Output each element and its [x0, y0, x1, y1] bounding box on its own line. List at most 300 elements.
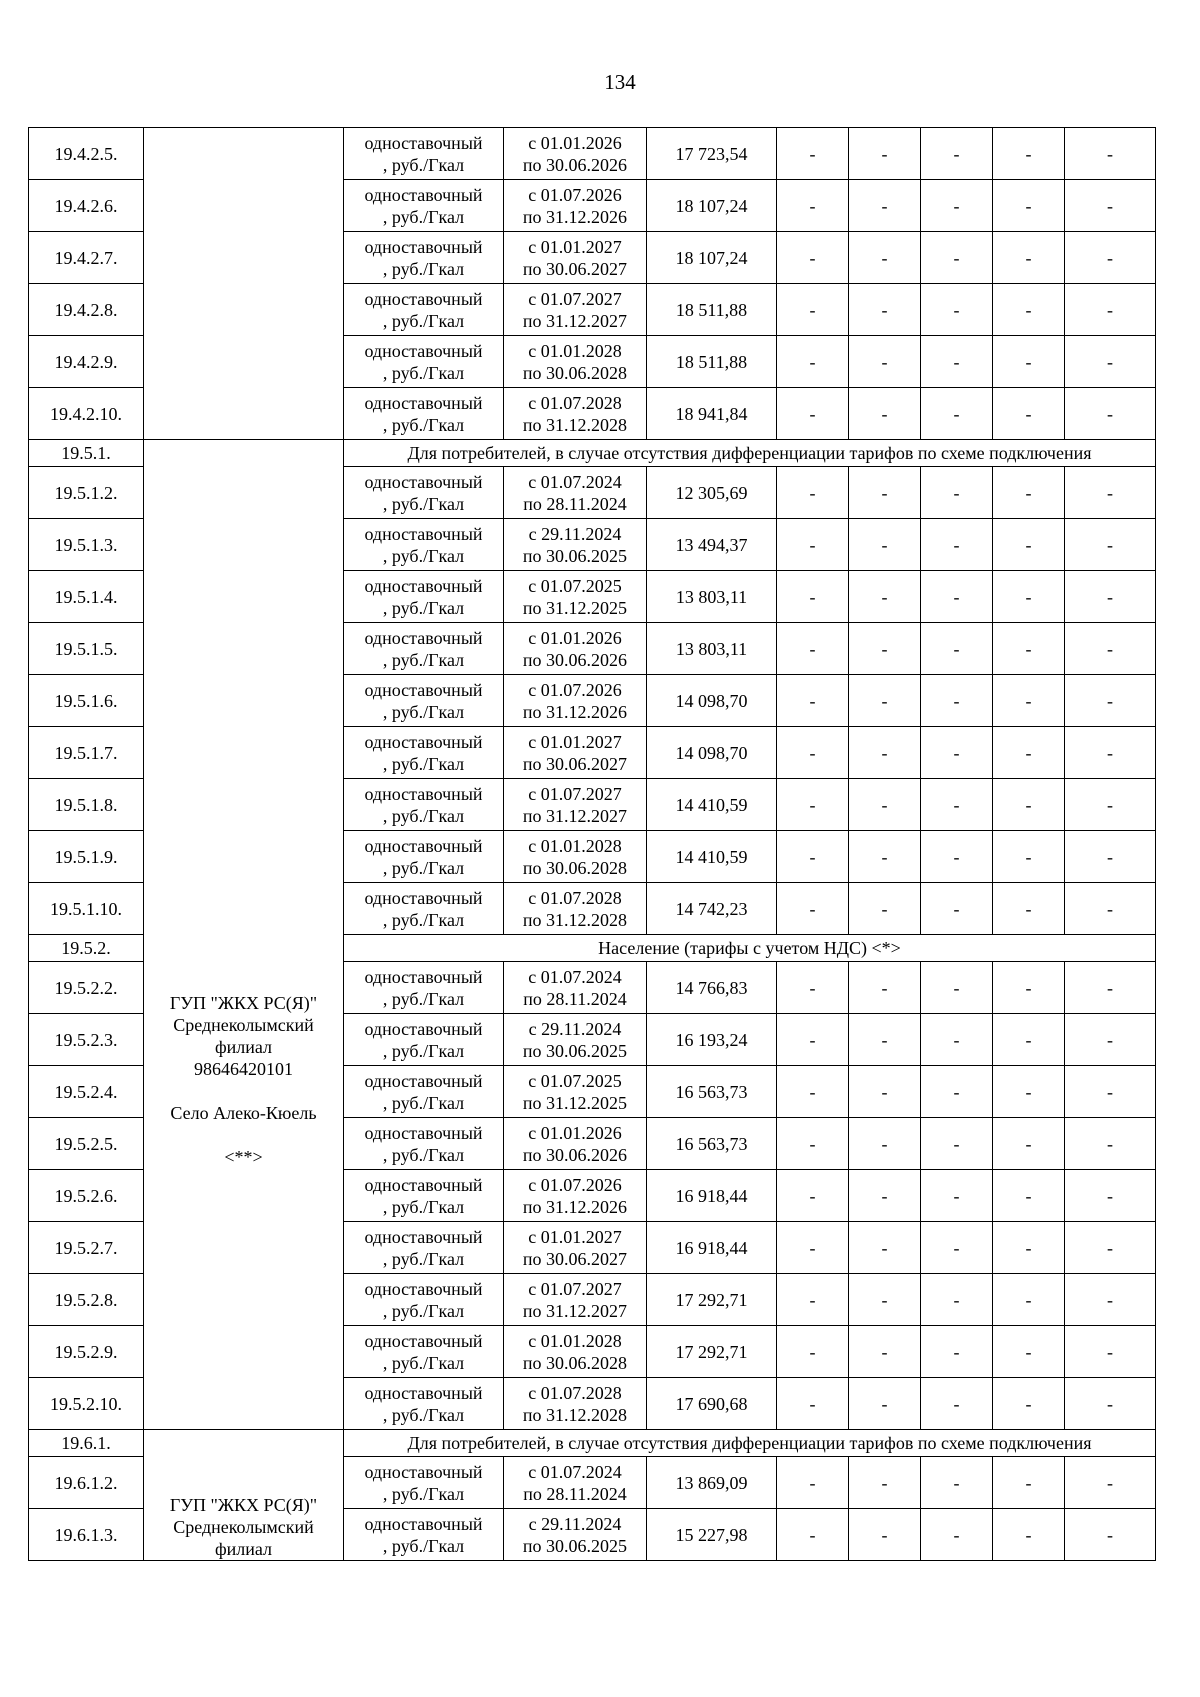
dash-cell: -	[921, 571, 993, 623]
dash-cell: -	[777, 675, 849, 727]
dash-cell: -	[849, 180, 921, 232]
tariff-value-cell: 18 511,88	[647, 336, 777, 388]
tariff-value-cell: 17 723,54	[647, 128, 777, 180]
row-number-cell: 19.4.2.5.	[29, 128, 144, 180]
tariff-value-cell: 14 098,70	[647, 675, 777, 727]
table-row	[29, 128, 1156, 180]
period-line: с 01.07.2026	[528, 184, 622, 205]
tariff-type-cell	[344, 128, 504, 180]
period-cell	[504, 779, 647, 831]
dash-cell: -	[993, 1014, 1065, 1066]
dash-cell: -	[1065, 336, 1156, 388]
dash-cell: -	[921, 336, 993, 388]
dash-cell: -	[993, 1326, 1065, 1378]
tariff-type-line: одноставочный	[364, 184, 483, 205]
period-line: с 01.01.2026	[528, 132, 622, 153]
period-line: с 01.01.2026	[528, 627, 622, 648]
tariff-value-cell: 13 803,11	[647, 571, 777, 623]
tariff-type-line: , руб./Гкал	[382, 1404, 465, 1425]
tariff-type-line: , руб./Гкал	[382, 414, 465, 435]
tariff-value-cell: 18 107,24	[647, 232, 777, 284]
dash-cell: -	[849, 1014, 921, 1066]
tariff-type-cell	[344, 180, 504, 232]
tariff-value-cell: 14 098,70	[647, 727, 777, 779]
tariff-type-line: одноставочный	[364, 679, 483, 700]
dash-cell: -	[849, 467, 921, 519]
row-number-cell: 19.4.2.7.	[29, 232, 144, 284]
dash-cell: -	[777, 571, 849, 623]
dash-cell: -	[777, 284, 849, 336]
period-cell	[504, 1118, 647, 1170]
tariff-type-line: одноставочный	[364, 627, 483, 648]
tariff-type-line: , руб./Гкал	[382, 1092, 465, 1113]
dash-cell: -	[777, 467, 849, 519]
dash-cell: -	[921, 128, 993, 180]
organization-line: филиал	[214, 1036, 273, 1057]
tariff-type-line: одноставочный	[364, 1461, 483, 1482]
period-cell	[504, 1014, 647, 1066]
tariff-type-line: , руб./Гкал	[382, 857, 465, 878]
period-cell	[504, 1509, 647, 1561]
tariff-type-cell	[344, 519, 504, 571]
tariff-value-cell: 12 305,69	[647, 467, 777, 519]
period-cell	[504, 1170, 647, 1222]
tariff-type-line: , руб./Гкал	[382, 362, 465, 383]
row-number-cell: 19.6.1.	[29, 1430, 144, 1457]
tariff-value-cell: 13 803,11	[647, 623, 777, 675]
tariff-type-line: , руб./Гкал	[382, 1352, 465, 1373]
dash-cell: -	[993, 336, 1065, 388]
period-cell	[504, 232, 647, 284]
tariff-type-cell	[344, 1274, 504, 1326]
dash-cell: -	[849, 727, 921, 779]
row-number-cell: 19.5.1.8.	[29, 779, 144, 831]
row-number-cell: 19.5.1.4.	[29, 571, 144, 623]
row-number-cell: 19.5.1.3.	[29, 519, 144, 571]
tariff-type-cell	[344, 1118, 504, 1170]
dash-cell: -	[921, 831, 993, 883]
period-line: с 01.07.2027	[528, 1278, 622, 1299]
dash-cell: -	[1065, 467, 1156, 519]
dash-cell: -	[777, 962, 849, 1014]
tariff-type-cell	[344, 336, 504, 388]
tariff-type-line: , руб./Гкал	[382, 206, 465, 227]
period-line: с 01.01.2026	[528, 1122, 622, 1143]
dash-cell: -	[993, 1118, 1065, 1170]
tariff-value-cell: 18 511,88	[647, 284, 777, 336]
dash-cell: -	[993, 1170, 1065, 1222]
tariff-type-line: одноставочный	[364, 471, 483, 492]
dash-cell: -	[1065, 1326, 1156, 1378]
dash-cell: -	[921, 675, 993, 727]
dash-cell: -	[1065, 388, 1156, 440]
dash-cell: -	[993, 1509, 1065, 1561]
dash-cell: -	[849, 1222, 921, 1274]
tariff-type-line: одноставочный	[364, 288, 483, 309]
period-cell	[504, 1326, 647, 1378]
tariff-type-line: одноставочный	[364, 1174, 483, 1195]
period-line: с 01.07.2027	[528, 783, 622, 804]
tariff-type-line: одноставочный	[364, 1122, 483, 1143]
page-number: 134	[604, 70, 636, 94]
organization-cell	[144, 1430, 344, 1561]
period-line: по 30.06.2027	[522, 753, 628, 774]
dash-cell: -	[1065, 1014, 1156, 1066]
dash-cell: -	[993, 883, 1065, 935]
dash-cell: -	[993, 962, 1065, 1014]
period-line: с 01.01.2028	[528, 835, 622, 856]
tariff-type-cell	[344, 727, 504, 779]
tariff-type-line: одноставочный	[364, 392, 483, 413]
dash-cell: -	[1065, 1118, 1156, 1170]
dash-cell: -	[849, 1378, 921, 1430]
dash-cell: -	[849, 1118, 921, 1170]
tariff-type-line: одноставочный	[364, 1513, 483, 1534]
dash-cell: -	[777, 727, 849, 779]
tariff-value-cell: 14 766,83	[647, 962, 777, 1014]
row-number-cell: 19.5.1.9.	[29, 831, 144, 883]
dash-cell: -	[849, 1274, 921, 1326]
organization-line: 98646420101	[194, 1058, 293, 1079]
tariff-value-cell: 18 107,24	[647, 180, 777, 232]
dash-cell: -	[849, 284, 921, 336]
dash-cell: -	[1065, 1274, 1156, 1326]
dash-cell: -	[849, 623, 921, 675]
tariff-type-line: одноставочный	[364, 236, 483, 257]
tariff-value-cell: 14 410,59	[647, 831, 777, 883]
dash-cell: -	[849, 1509, 921, 1561]
period-cell	[504, 571, 647, 623]
period-cell	[504, 831, 647, 883]
tariff-type-line: , руб./Гкал	[382, 1040, 465, 1061]
tariff-type-line: , руб./Гкал	[382, 988, 465, 1009]
row-number-cell: 19.5.1.	[29, 440, 144, 467]
period-line: с 01.07.2026	[528, 1174, 622, 1195]
period-cell	[504, 519, 647, 571]
dash-cell: -	[1065, 1222, 1156, 1274]
dash-cell: -	[849, 128, 921, 180]
section-header-row	[29, 1430, 1156, 1457]
row-number-cell: 19.4.2.9.	[29, 336, 144, 388]
tariff-type-cell	[344, 284, 504, 336]
dash-cell: -	[993, 180, 1065, 232]
row-number-cell: 19.5.2.8.	[29, 1274, 144, 1326]
dash-cell: -	[993, 1457, 1065, 1509]
period-line: по 31.12.2026	[522, 206, 628, 227]
tariff-type-line: , руб./Гкал	[382, 753, 465, 774]
tariff-type-cell	[344, 1014, 504, 1066]
dash-cell: -	[1065, 128, 1156, 180]
organization-line: ГУП "ЖКХ РС(Я)"	[169, 1495, 318, 1515]
period-line: с 01.07.2024	[528, 471, 622, 492]
period-line: по 30.06.2025	[522, 1040, 628, 1061]
tariff-type-line: , руб./Гкал	[382, 701, 465, 722]
tariff-type-cell	[344, 675, 504, 727]
tariff-type-cell	[344, 232, 504, 284]
row-number-cell: 19.6.1.3.	[29, 1509, 144, 1561]
tariff-type-line: одноставочный	[364, 887, 483, 908]
dash-cell: -	[849, 571, 921, 623]
period-line: по 28.11.2024	[523, 988, 627, 1009]
tariff-type-line: одноставочный	[364, 523, 483, 544]
period-cell	[504, 727, 647, 779]
organization-line: Среднеколымский	[173, 1517, 314, 1537]
organization-line: Среднеколымский	[173, 1014, 314, 1035]
dash-cell: -	[849, 232, 921, 284]
tariff-type-line: , руб./Гкал	[382, 649, 465, 670]
tariff-type-line: , руб./Гкал	[382, 1144, 465, 1165]
dash-cell: -	[849, 519, 921, 571]
tariff-type-line: , руб./Гкал	[382, 258, 465, 279]
dash-cell: -	[993, 388, 1065, 440]
period-line: с 29.11.2024	[528, 523, 622, 544]
tariff-type-line: одноставочный	[364, 1278, 483, 1299]
dash-cell: -	[921, 1066, 993, 1118]
row-number-cell: 19.5.2.9.	[29, 1326, 144, 1378]
row-number-cell: 19.5.2.2.	[29, 962, 144, 1014]
tariff-type-line: одноставочный	[364, 575, 483, 596]
period-line: с 29.11.2024	[528, 1018, 622, 1039]
dash-cell: -	[1065, 1457, 1156, 1509]
organization-line: Село Алеко-Кюель	[170, 1102, 317, 1123]
period-line: по 31.12.2028	[522, 909, 628, 930]
period-line: по 28.11.2024	[523, 493, 627, 514]
tariff-value-cell: 14 742,23	[647, 883, 777, 935]
dash-cell: -	[921, 467, 993, 519]
period-line: с 01.01.2027	[528, 1226, 622, 1247]
period-cell	[504, 962, 647, 1014]
row-number-cell: 19.5.2.	[29, 935, 144, 962]
tariff-type-line: одноставочный	[364, 1330, 483, 1351]
dash-cell: -	[1065, 1170, 1156, 1222]
period-cell	[504, 675, 647, 727]
tariff-type-line: , руб./Гкал	[382, 1483, 465, 1504]
tariff-type-line: одноставочный	[364, 1226, 483, 1247]
tariff-type-line: одноставочный	[364, 731, 483, 752]
period-line: с 01.01.2028	[528, 340, 622, 361]
tariff-value-cell: 14 410,59	[647, 779, 777, 831]
dash-cell: -	[777, 128, 849, 180]
tariff-type-cell	[344, 1509, 504, 1561]
row-number-cell: 19.5.2.4.	[29, 1066, 144, 1118]
dash-cell: -	[777, 1222, 849, 1274]
dash-cell: -	[777, 1378, 849, 1430]
period-line: по 30.06.2027	[522, 258, 628, 279]
dash-cell: -	[777, 1014, 849, 1066]
dash-cell: -	[849, 675, 921, 727]
dash-cell: -	[777, 180, 849, 232]
period-cell	[504, 128, 647, 180]
tariff-type-line: , руб./Гкал	[382, 1300, 465, 1321]
organization-line	[146, 1080, 341, 1102]
tariff-type-cell	[344, 779, 504, 831]
dash-cell: -	[921, 1326, 993, 1378]
period-line: по 30.06.2026	[522, 154, 628, 175]
section-header-text: Для потребителей, в случае отсутствия дифференциации тарифов по схеме подключения	[344, 1430, 1156, 1457]
dash-cell: -	[777, 519, 849, 571]
dash-cell: -	[849, 388, 921, 440]
dash-cell: -	[921, 1014, 993, 1066]
dash-cell: -	[921, 779, 993, 831]
organization-line	[146, 1124, 341, 1146]
organization-text	[146, 702, 341, 1168]
dash-cell: -	[849, 1170, 921, 1222]
period-line: с 01.07.2025	[528, 1070, 622, 1091]
row-number-cell: 19.5.2.3.	[29, 1014, 144, 1066]
period-line: с 29.11.2024	[528, 1513, 622, 1534]
period-line: по 30.06.2026	[522, 649, 628, 670]
tariff-value-cell: 15 227,98	[647, 1509, 777, 1561]
dash-cell: -	[777, 1509, 849, 1561]
dash-cell: -	[993, 232, 1065, 284]
tariff-value-cell: 16 563,73	[647, 1118, 777, 1170]
period-cell	[504, 623, 647, 675]
dash-cell: -	[849, 831, 921, 883]
dash-cell: -	[777, 623, 849, 675]
tariff-type-line: одноставочный	[364, 835, 483, 856]
period-cell	[504, 180, 647, 232]
period-line: с 01.01.2027	[528, 236, 622, 257]
dash-cell: -	[921, 1170, 993, 1222]
tariff-type-line: , руб./Гкал	[382, 909, 465, 930]
dash-cell: -	[921, 180, 993, 232]
dash-cell: -	[1065, 623, 1156, 675]
organization-text	[146, 1494, 341, 1560]
tariff-type-line: , руб./Гкал	[382, 805, 465, 826]
dash-cell: -	[921, 1509, 993, 1561]
row-number-cell: 19.5.1.6.	[29, 675, 144, 727]
period-line: с 01.07.2024	[528, 966, 622, 987]
dash-cell: -	[921, 727, 993, 779]
dash-cell: -	[849, 779, 921, 831]
row-number-cell: 19.5.1.7.	[29, 727, 144, 779]
period-line: по 30.06.2026	[522, 1144, 628, 1165]
period-line: с 01.01.2028	[528, 1330, 622, 1351]
organization-cell	[144, 440, 344, 1430]
dash-cell: -	[1065, 180, 1156, 232]
dash-cell: -	[849, 962, 921, 1014]
organization-line: <**>	[224, 1146, 263, 1167]
row-number-cell: 19.4.2.6.	[29, 180, 144, 232]
dash-cell: -	[777, 1326, 849, 1378]
period-line: с 01.07.2026	[528, 679, 622, 700]
dash-cell: -	[1065, 779, 1156, 831]
period-line: с 01.01.2027	[528, 731, 622, 752]
tariff-type-cell	[344, 1170, 504, 1222]
period-line: по 30.06.2028	[522, 1352, 628, 1373]
row-number-cell: 19.5.2.5.	[29, 1118, 144, 1170]
dash-cell: -	[1065, 883, 1156, 935]
dash-cell: -	[777, 1457, 849, 1509]
period-line: по 31.12.2026	[522, 701, 628, 722]
tariff-value-cell: 17 292,71	[647, 1326, 777, 1378]
period-line: по 30.06.2028	[522, 362, 628, 383]
dash-cell: -	[1065, 1509, 1156, 1561]
period-line: по 31.12.2027	[522, 310, 628, 331]
row-number-cell: 19.4.2.8.	[29, 284, 144, 336]
dash-cell: -	[777, 232, 849, 284]
row-number-cell: 19.6.1.2.	[29, 1457, 144, 1509]
tariff-type-cell	[344, 388, 504, 440]
tariff-type-cell	[344, 623, 504, 675]
tariff-value-cell: 16 918,44	[647, 1170, 777, 1222]
row-number-cell: 19.5.2.10.	[29, 1378, 144, 1430]
period-line: с 01.07.2028	[528, 887, 622, 908]
organization-line: филиал	[214, 1539, 273, 1559]
tariff-type-line: , руб./Гкал	[382, 310, 465, 331]
dash-cell: -	[921, 883, 993, 935]
dash-cell: -	[993, 727, 1065, 779]
tariff-type-cell	[344, 962, 504, 1014]
period-cell	[504, 336, 647, 388]
row-number-cell: 19.5.1.5.	[29, 623, 144, 675]
dash-cell: -	[921, 1222, 993, 1274]
tariff-type-cell	[344, 467, 504, 519]
period-line: с 01.07.2027	[528, 288, 622, 309]
dash-cell: -	[849, 1066, 921, 1118]
period-line: по 30.06.2025	[522, 1535, 628, 1556]
tariff-type-line: , руб./Гкал	[382, 1196, 465, 1217]
dash-cell: -	[993, 519, 1065, 571]
tariff-type-line: , руб./Гкал	[382, 154, 465, 175]
row-number-cell: 19.5.1.2.	[29, 467, 144, 519]
period-line: с 01.07.2028	[528, 392, 622, 413]
dash-cell: -	[777, 1274, 849, 1326]
tariff-type-cell	[344, 1326, 504, 1378]
dash-cell: -	[921, 388, 993, 440]
dash-cell: -	[993, 1378, 1065, 1430]
organization-line: ГУП "ЖКХ РС(Я)"	[169, 992, 318, 1013]
dash-cell: -	[1065, 519, 1156, 571]
tariff-type-line: одноставочный	[364, 1018, 483, 1039]
tariff-type-cell	[344, 1457, 504, 1509]
tariff-value-cell: 16 563,73	[647, 1066, 777, 1118]
dash-cell: -	[993, 623, 1065, 675]
dash-cell: -	[1065, 727, 1156, 779]
tariff-table	[28, 127, 1156, 1561]
period-cell	[504, 467, 647, 519]
dash-cell: -	[993, 128, 1065, 180]
dash-cell: -	[993, 571, 1065, 623]
period-cell	[504, 388, 647, 440]
tariff-type-line: , руб./Гкал	[382, 545, 465, 566]
dash-cell: -	[777, 388, 849, 440]
section-header-text: Для потребителей, в случае отсутствия дифференциации тарифов по схеме подключения	[344, 440, 1156, 467]
tariff-type-line: одноставочный	[364, 132, 483, 153]
dash-cell: -	[921, 1118, 993, 1170]
period-cell	[504, 1066, 647, 1118]
dash-cell: -	[993, 779, 1065, 831]
tariff-type-line: одноставочный	[364, 966, 483, 987]
dash-cell: -	[993, 1274, 1065, 1326]
dash-cell: -	[921, 1378, 993, 1430]
period-line: по 31.12.2025	[522, 597, 628, 618]
tariff-value-cell: 16 193,24	[647, 1014, 777, 1066]
period-cell	[504, 1378, 647, 1430]
period-line: по 31.12.2027	[522, 805, 628, 826]
dash-cell: -	[1065, 962, 1156, 1014]
period-line: по 31.12.2028	[522, 1404, 628, 1425]
tariff-type-line: одноставочный	[364, 340, 483, 361]
period-line: по 31.12.2025	[522, 1092, 628, 1113]
tariff-type-cell	[344, 571, 504, 623]
dash-cell: -	[1065, 1378, 1156, 1430]
dash-cell: -	[777, 1170, 849, 1222]
tariff-type-line: одноставочный	[364, 1070, 483, 1091]
dash-cell: -	[1065, 571, 1156, 623]
period-line: по 30.06.2028	[522, 857, 628, 878]
dash-cell: -	[1065, 675, 1156, 727]
